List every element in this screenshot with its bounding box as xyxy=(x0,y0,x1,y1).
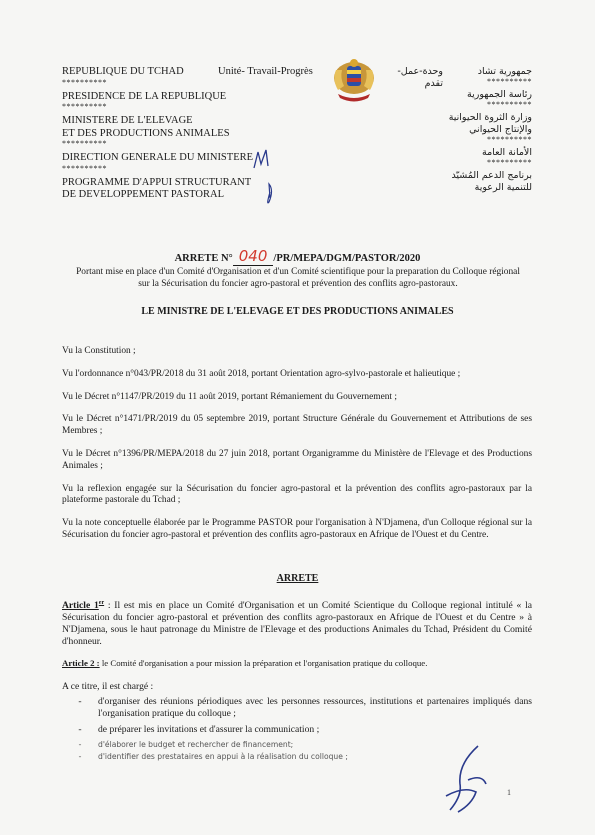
visa-item: Vu le Décret n°1471/PR/2019 du 05 septembre 2019, portant Structure Générale du Gouvernement et Attributions de ses Membres ; xyxy=(62,414,532,437)
decree-prefix: ARRETE N° xyxy=(174,253,233,264)
initials-scribble xyxy=(248,140,278,210)
duty-text: d'identifier des prestataires en appui à la réalisation du colloque ; xyxy=(98,751,348,761)
decision-heading: ARRETE xyxy=(276,573,319,584)
list-item: - d'identifier des prestataires en appui à la réalisation du colloque ; xyxy=(62,752,532,762)
article-2-text: le Comité d'organisation a pour mission la préparation et l'organisation pratique du colloque. xyxy=(99,658,428,668)
header-right xyxy=(440,66,532,194)
duty-text: d'élaborer le budget et rechercher de financement; xyxy=(98,739,294,749)
stars-separator: ********** xyxy=(487,77,532,86)
list-item: - d'élaborer le budget et rechercher de financement; xyxy=(62,740,532,750)
visa-item: Vu la note conceptuelle élaborée par le Programme PASTOR pour l'organisation à N'Djamena, d'un Colloque régional sur la Sécurisation du foncier agro-pastoral et prévention des conflits agro-pastoraux en Afrique de l'Ouest et du Centre. xyxy=(62,518,532,540)
presidency-name-arabic: رئاسة الجمهورية xyxy=(467,89,532,100)
article-1-label: Article 1 xyxy=(62,600,99,612)
page-number: 1 xyxy=(507,788,511,797)
motto-arabic: وحدة-عمل- تقدم xyxy=(397,66,443,89)
decree-subject: Portant mise en place d'un Comité d'Organisation et d'un Comité scientifique pour la preparation du Colloque régional sur la Sécurisation du foncier agro-pastoral et prévention des conflits agro-pastoraux. xyxy=(76,267,520,289)
republic-name-arabic: جمهورية تشاد xyxy=(477,66,532,77)
decree-number: 040 xyxy=(233,247,274,266)
visa-item: Vu le Décret n°1147/PR/2019 du 11 août 2019, portant Rémaniement du Gouvernement ; xyxy=(62,391,397,402)
list-item: - de préparer les invitations et d'assurer la communication ; xyxy=(62,724,532,736)
ministry-name-line1: MINISTERE DE L'ELEVAGE xyxy=(62,115,193,126)
stars-separator: ********** xyxy=(487,158,532,167)
coat-of-arms-emblem xyxy=(328,56,380,106)
stars-separator: ********** xyxy=(62,77,107,87)
charged-intro: A ce titre, il est chargé : xyxy=(62,681,154,692)
stars-separator: ********** xyxy=(487,135,532,144)
signature xyxy=(428,740,498,820)
stars-separator: ********** xyxy=(62,163,107,173)
article-1-text: : Il est mis en place un Comité d'Organisation et un Comité Scientique du Colloque regional intitulé « la Sécurisation du foncier agro-pastoral et prévention des conflits agro-pastoraux en Afrique de l'Ouest et du Centre » à N'Djamena, sous le haut patronage du Ministre de l'Elevage et des productions Animales du Tchad, Président du Comité d'honneur. xyxy=(62,600,532,648)
direction-name: DIRECTION GENERALE DU MINISTERE xyxy=(62,152,254,163)
decree-title xyxy=(0,247,595,265)
program-name-line1: PROGRAMME D'APPUI STRUCTURANT xyxy=(62,176,252,188)
duty-text: d'organiser des réunions périodiques avec les personnes ressources, institutions et partenaires impliqués dans l'organisation pratique du colloque ; xyxy=(98,696,532,719)
ministry-name-arabic-line1: وزارة الثروة الحيوانية xyxy=(448,112,532,123)
stars-separator: ********** xyxy=(487,100,532,109)
ministry-name-line2: ET DES PRODUCTIONS ANIMALES xyxy=(62,127,230,139)
republic-name: REPUBLIQUE DU TCHAD xyxy=(62,66,184,77)
visa-item: Vu l'ordonnance n°043/PR/2018 du 31 août 2018, portant Orientation agro-sylvo-pastorale et halieutique ; xyxy=(62,368,461,379)
stars-separator: ********** xyxy=(62,139,107,148)
program-name-arabic-line2: للتنمية الرعوية xyxy=(474,182,532,193)
issuing-authority: LE MINISTRE DE L'ELEVAGE ET DES PRODUCTIONS ANIMALES xyxy=(141,306,454,317)
article-1 xyxy=(62,597,532,648)
presidency-name: PRESIDENCE DE LA REPUBLIQUE xyxy=(62,90,227,102)
ministry-name-arabic-line2: والإنتاج الحيواني xyxy=(469,124,532,135)
visa-item: Vu la Constitution ; xyxy=(62,346,136,356)
article-1-superscript: er xyxy=(98,600,105,606)
article-2 xyxy=(62,658,532,669)
general-secretariat-arabic: الأمانة العامة xyxy=(482,147,532,158)
duty-text: de préparer les invitations et d'assurer la communication ; xyxy=(98,724,320,736)
program-name-arabic-line1: برنامج الدعم المُشيّد xyxy=(451,170,532,181)
national-motto: Unité- Travail-Progrès xyxy=(218,66,313,77)
list-item: - d'organiser des réunions périodiques avec les personnes ressources, institutions et partenaires impliqués dans l'organisation pratique du colloque ; xyxy=(78,696,532,719)
visa-item: Vu la reflexion engagée sur la Sécurisation du foncier agro-pastoral et la prévention des conflits agro-pastoraux par la plateforme pastorale du Tchad ; xyxy=(62,483,532,506)
visa-list xyxy=(62,346,532,542)
visa-item: Vu le Décret n°1396/PR/MEPA/2018 du 27 juin 2018, portant Organigramme du Ministère de l'Elevage et des Productions Animales ; xyxy=(62,448,532,471)
article-2-label: Article 2 : xyxy=(62,658,100,668)
decree-reference: /PR/MEPA/DGM/PASTOR/2020 xyxy=(273,253,421,264)
program-name-line2: DE DEVELOPPEMENT PASTORAL xyxy=(62,189,224,200)
stars-separator: ********** xyxy=(62,102,107,111)
